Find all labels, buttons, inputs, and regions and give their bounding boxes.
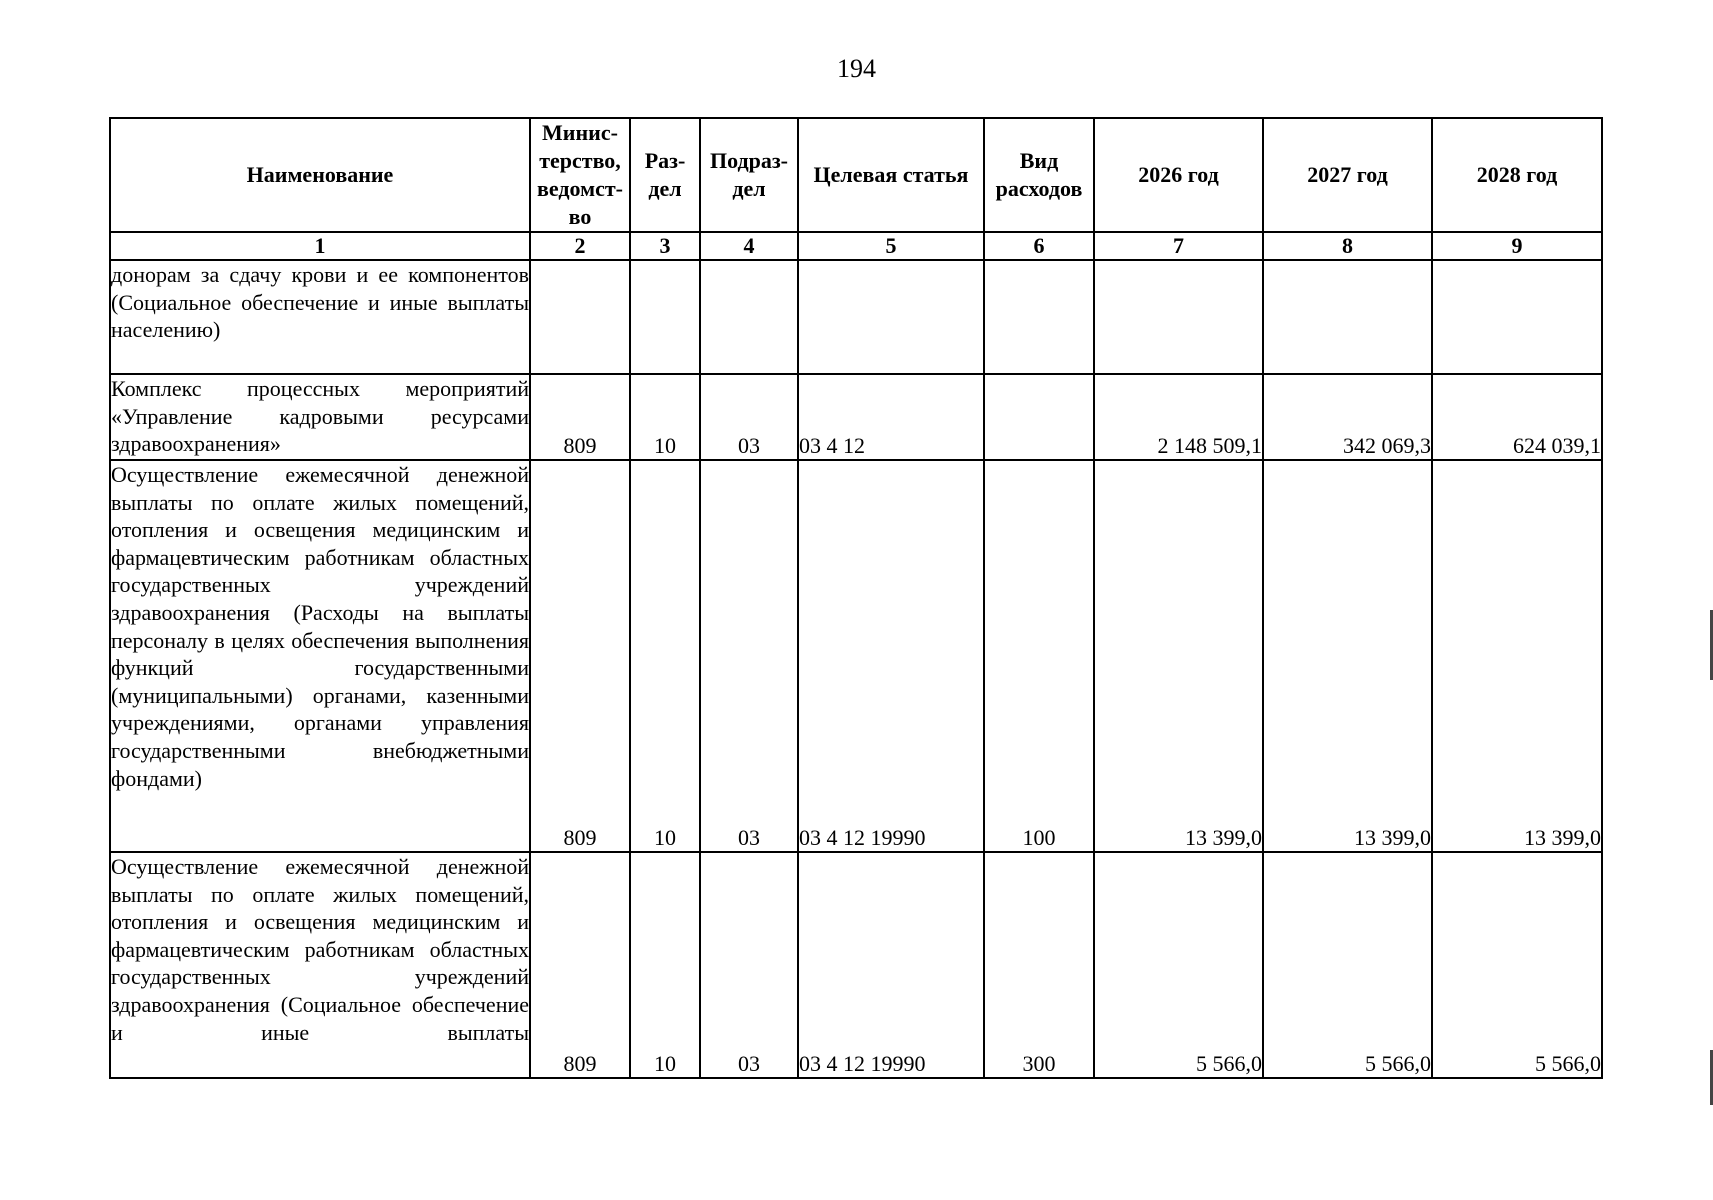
row-2028: 13 399,0 — [1432, 460, 1602, 852]
row-expense-type: 100 — [984, 460, 1094, 852]
row-name: Комплекс процессных мероприятий «Управление кадровыми ресурсами здравоохранения» — [110, 374, 530, 460]
column-number: 6 — [984, 232, 1094, 260]
row-2027: 5 566,0 — [1263, 852, 1432, 1078]
row-target — [798, 260, 984, 374]
row-2028: 624 039,1 — [1432, 374, 1602, 460]
row-ministry: 809 — [530, 460, 630, 852]
row-ministry — [530, 260, 630, 374]
row-2027: 13 399,0 — [1263, 460, 1432, 852]
row-expense-type — [984, 260, 1094, 374]
row-subsection — [700, 260, 798, 374]
column-number: 9 — [1432, 232, 1602, 260]
header-2027: 2027 год — [1263, 118, 1432, 232]
column-number: 3 — [630, 232, 700, 260]
table-row — [110, 260, 1602, 374]
row-2026 — [1094, 260, 1263, 374]
row-2028: 5 566,0 — [1432, 852, 1602, 1078]
column-number: 4 — [700, 232, 798, 260]
page-number: 194 — [837, 54, 876, 83]
row-2026: 13 399,0 — [1094, 460, 1263, 852]
header-ministry: Минис-терство, ведомст-во — [530, 118, 630, 232]
row-name: Осуществление ежемесячной денежной выплаты по оплате жилых помещений, отопления и освещения медицинским и фармацевтическим работникам областных государственных учреждений здравоохранения (Расходы на выплаты персоналу в целях обеспечения выполнения функций государственными (муниципальными) органами, казенными учреждениями, органами управления государственными внебюджетными фондами) — [110, 460, 530, 852]
column-number-row — [110, 232, 1602, 260]
row-2028 — [1432, 260, 1602, 374]
column-number: 2 — [530, 232, 630, 260]
row-section: 10 — [630, 852, 700, 1078]
row-2027 — [1263, 260, 1432, 374]
header-target: Целевая статья — [798, 118, 984, 232]
header-subsection: Подраз-дел — [700, 118, 798, 232]
header-row — [110, 118, 1602, 232]
column-number: 5 — [798, 232, 984, 260]
row-subsection: 03 — [700, 852, 798, 1078]
column-number: 1 — [110, 232, 530, 260]
row-target: 03 4 12 19990 — [798, 852, 984, 1078]
table-row — [110, 852, 1602, 1078]
column-number: 7 — [1094, 232, 1263, 260]
row-target: 03 4 12 19990 — [798, 460, 984, 852]
row-expense-type: 300 — [984, 852, 1094, 1078]
row-section — [630, 260, 700, 374]
row-subsection: 03 — [700, 374, 798, 460]
row-ministry: 809 — [530, 374, 630, 460]
row-2026: 5 566,0 — [1094, 852, 1263, 1078]
header-section: Раз-дел — [630, 118, 700, 232]
row-subsection: 03 — [700, 460, 798, 852]
header-expense-type: Вид расходов — [984, 118, 1094, 232]
header-2028: 2028 год — [1432, 118, 1602, 232]
row-name: Осуществление ежемесячной денежной выплаты по оплате жилых помещений, отопления и освещения медицинским и фармацевтическим работникам областных государственных учреждений здравоохранения (Социальное обеспечение и иные выплаты — [110, 852, 530, 1078]
row-ministry: 809 — [530, 852, 630, 1078]
table-row — [110, 460, 1602, 852]
column-number: 8 — [1263, 232, 1432, 260]
row-expense-type — [984, 374, 1094, 460]
row-target: 03 4 12 — [798, 374, 984, 460]
row-section: 10 — [630, 460, 700, 852]
row-2026: 2 148 509,1 — [1094, 374, 1263, 460]
table-row — [110, 374, 1602, 460]
header-2026: 2026 год — [1094, 118, 1263, 232]
header-name: Наименование — [110, 118, 530, 232]
budget-table — [109, 117, 1603, 1079]
row-name: донорам за сдачу крови и ее компонентов (Социальное обеспечение и иные выплаты населению) — [110, 260, 530, 374]
row-2027: 342 069,3 — [1263, 374, 1432, 460]
row-section: 10 — [630, 374, 700, 460]
